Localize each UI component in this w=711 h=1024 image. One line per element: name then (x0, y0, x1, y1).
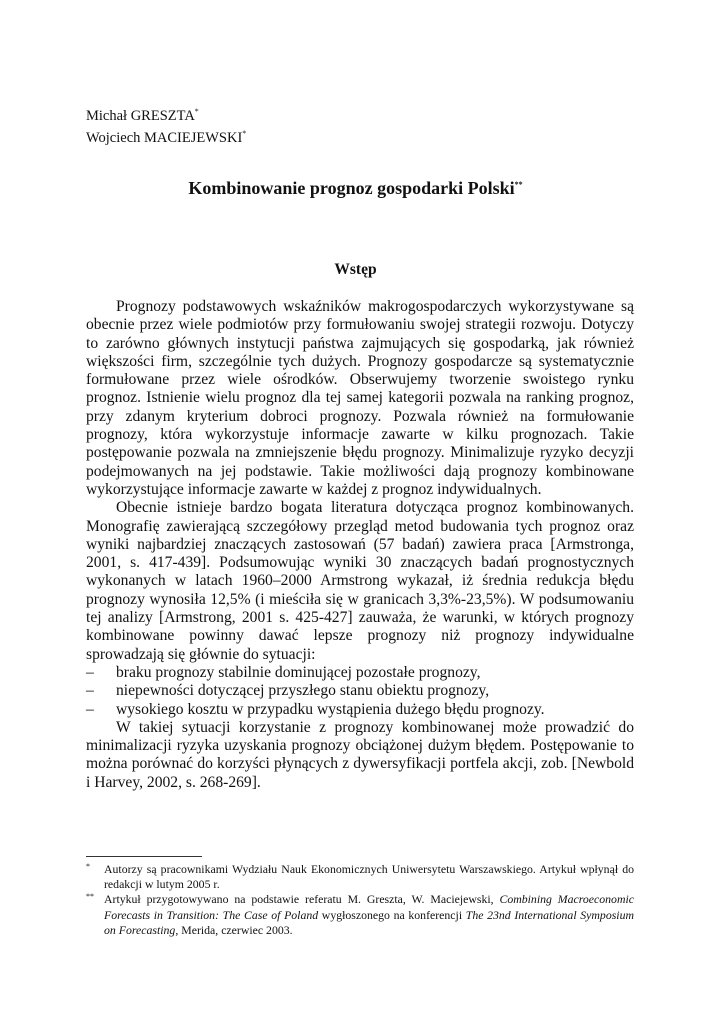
footnote-1-text: Autorzy są pracownikami Wydziału Nauk Ekonomicznych Uniwersytetu Warszawskiego. Artykuł wpłynął do redakcji w lutym 2005 r. (104, 862, 634, 892)
list-item (86, 701, 634, 719)
dash-bullet: – (86, 663, 94, 681)
footnote-divider (86, 856, 202, 857)
list-item-text: niepewności dotyczącej przyszłego stanu obiektu prognozy, (116, 682, 490, 700)
article-title (0, 178, 711, 199)
footnote-1 (86, 862, 634, 892)
footnote-2 (86, 892, 634, 938)
author-1 (86, 103, 246, 125)
author-1-mark: * (194, 107, 199, 116)
condition-list (86, 664, 634, 719)
list-item-text: wysokiego kosztu w przypadku wystąpienia dużego błędu prognozy. (116, 700, 545, 718)
section-heading: Wstęp (334, 261, 377, 278)
article-title-text: Kombinowanie prognoz gospodarki Polski (188, 178, 515, 198)
author-2 (86, 125, 246, 147)
paragraph-1: Prognozy podstawowych wskaźników makrogospodarczych wykorzystywane są obecnie przez wiele podmiotów przy formułowaniu swojej strategii rozwoju. Dotyczy to zarówno głównych instytucji państwa zajmujących się gospodarką, jak również większości firm, szczególnie tych dużych. Prognozy gospodarcze są systematycznie formułowane przez wiele ośrodków. Obserwujemy tworzenie swoistego rynku prognoz. Istnienie wielu prognoz dla tej samej kategorii pozwala na ranking prognoz, przy zdanym kryterium dobroci prognozy. Pozwala również na formułowanie prognozy, która wykorzystuje informacje zawarte w kilku prognozach. Takie postępowanie pozwala na zmniejszenie błędu prognozy. Minimalizuje ryzyko decyzji podejmowanych na jej podstawie. Takie możliwości dają prognozy kombinowane wykorzystujące informacje zawarte w każdej z prognoz indywidualnych. (86, 298, 634, 498)
list-item (86, 682, 634, 700)
dash-bullet: – (86, 700, 94, 718)
footnote-2-paper-title: Combining Macroeconomic Forecasts in Transition: The Case of Poland (104, 892, 634, 922)
dash-bullet: – (86, 682, 94, 700)
footnote-2-text-before: Artykuł przygotowywano na podstawie referatu M. Greszta, W. Maciejewski, (104, 892, 500, 907)
author-2-mark: * (242, 128, 247, 138)
footnote-2-mark: ** (86, 892, 94, 902)
title-footnote-mark: ** (514, 180, 523, 189)
footnote-2-text-after: , Merida, czerwiec 2003. (175, 922, 293, 937)
list-item (86, 664, 634, 682)
author-1-name: Michał GRESZTA (86, 107, 195, 124)
author-2-name: Wojciech MACIEJEWSKI (86, 129, 243, 146)
footnote-1-mark: * (86, 862, 90, 871)
paragraph-2: Obecnie istnieje bardzo bogata literatura dotycząca prognoz kombinowanych. Monografię zawierającą szczegółowy przegląd metod budowania tych prognoz oraz wyniki najbardziej znaczących zastosowań (57 badań) zawiera praca [Armstronga, 2001, s. 417-439]. Podsumowując wyniki 30 znaczących badań prognostycznych wykonanych w latach 1960–2000 Armstrong wykazał, iż średnia redukcja błędu prognozy wynosiła 12,5% (i mieściła się w granicach 3,3%-23,5%). W podsumowaniu tej analizy [Armstrong, 2001 s. 425-427] zauważa, że warunki, w których prognozy kombinowane powinny dawać lepsze prognozy niż prognozy indywidualne sprowadzają się głównie do sytuacji: (86, 499, 634, 663)
paragraph-3: W takiej sytuacji korzystanie z prognozy kombinowanej może prowadzić do minimalizacji ryzyka uzyskania prognozy obciążonej dużym błędem. Postępowanie to można porównać do korzyści płynących z dywersyfikacji portfela akcji, zob. [Newbold i Harvey, 2002, s. 268-269]. (86, 718, 634, 791)
footnote-2-text-middle: wygłoszonego na konferencji (318, 907, 466, 922)
footnotes (86, 862, 634, 938)
article-body (86, 298, 634, 792)
list-item-text: braku prognozy stabilnie dominującej pozostałe prognozy, (116, 663, 481, 681)
author-list (86, 103, 246, 147)
footnote-2-conference-name: The 23nd International Symposium on Forecasting (104, 907, 634, 937)
